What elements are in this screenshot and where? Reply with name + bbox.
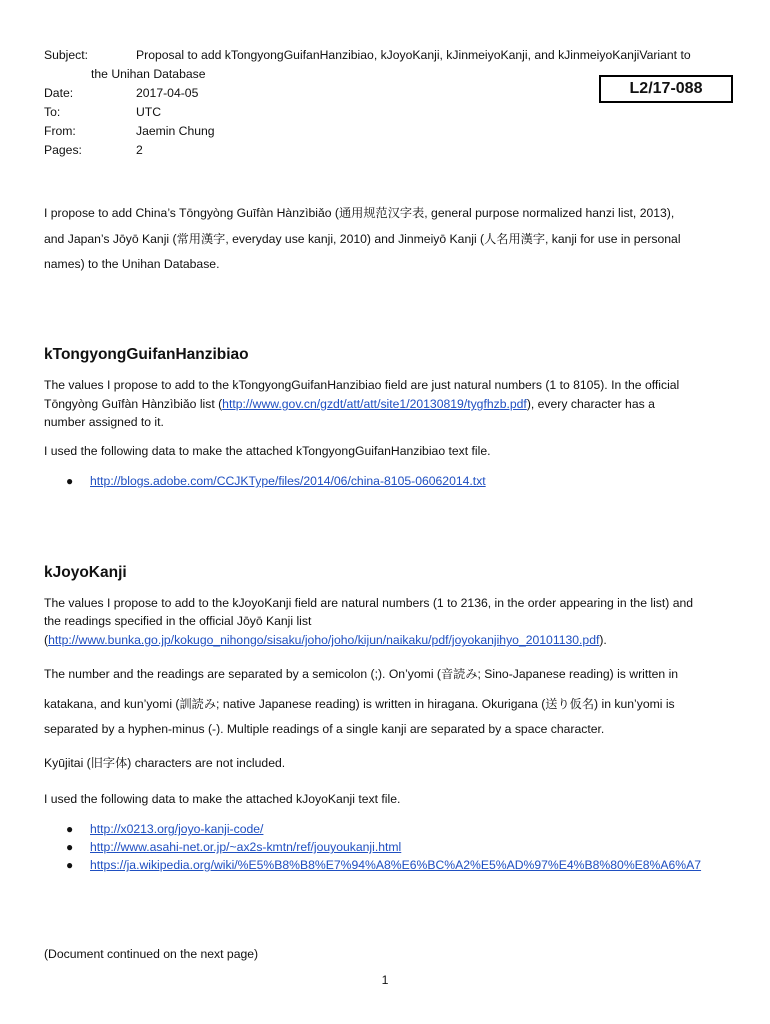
- list-item: [44, 856, 701, 874]
- from-value: Jaemin Chung: [136, 124, 215, 138]
- bullet-icon: ●: [66, 858, 74, 872]
- list-item: [44, 838, 701, 856]
- to-label: To:: [44, 105, 61, 119]
- intro-line-1: I propose to add China’s Tōngyòng Guīfàn Hànzìbiǎo (通用规范汉字表, general purpose normalized hanzi list, 2013),: [44, 206, 675, 220]
- section1-text-pre: Tōngyòng Guīfàn Hànzìbiǎo list (: [44, 397, 223, 411]
- date-label: Date:: [44, 86, 74, 100]
- joyokanjihyo-pdf-link[interactable]: http://www.bunka.go.jp/kokugo_nihongo/sisaku/joho/joho/kijun/naikaku/pdf/joyokanjihyo_20101130.pdf: [48, 633, 600, 647]
- subject-value: Proposal to add kTongyongGuifanHanzibiao, kJoyoKanji, kJinmeiyoKanji, and kJinmeiyoKanjiVariant to: [136, 48, 691, 62]
- section2-paragraph-line-2: the readings specified in the official Jōyō Kanji list: [44, 614, 312, 628]
- date-value: 2017-04-05: [136, 86, 199, 100]
- section2-readings-line-2: katakana, and kun’yomi (訓読み; native Japanese reading) is written in hiragana. Okurigana (送り仮名) in kun’yomi is: [44, 697, 675, 711]
- bullet-icon: ●: [66, 822, 74, 836]
- to-value: UTC: [136, 105, 162, 119]
- list-item: [44, 820, 701, 838]
- section1-data-sources-intro: I used the following data to make the attached kTongyongGuifanHanzibiao text file.: [44, 444, 491, 458]
- section2-readings-line-3: separated by a hyphen-minus (-). Multiple readings of a single kanji are separated by a space character.: [44, 722, 605, 736]
- section2-paragraph-line-3: [44, 633, 607, 648]
- pages-value: 2: [136, 143, 143, 157]
- section2-paragraph-line-1: The values I propose to add to the kJoyoKanji field are natural numbers (1 to 2136, in the order appearing in the list) and: [44, 596, 694, 610]
- section1-paragraph-line-2: [44, 397, 655, 412]
- list-item: [44, 472, 486, 490]
- pages-label: Pages:: [44, 143, 82, 157]
- subject-value-continued: the Unihan Database: [91, 67, 206, 81]
- x0213-joyo-link[interactable]: http://x0213.org/joyo-kanji-code/: [90, 822, 264, 836]
- section-heading-joyo: kJoyoKanji: [44, 564, 127, 581]
- bullet-icon: ●: [66, 840, 74, 854]
- section1-text-post: ), every character has a: [526, 397, 655, 411]
- bullet-icon: ●: [66, 474, 74, 488]
- document-number: L2/17-088: [599, 75, 733, 103]
- section2-kyujitai-note: Kyūjitai (旧字体) characters are not included.: [44, 756, 286, 770]
- from-label: From:: [44, 124, 76, 138]
- section2-text-pre: (: [44, 633, 49, 647]
- tygfhzb-pdf-link[interactable]: http://www.gov.cn/gzdt/att/att/site1/20130819/tygfhzb.pdf: [222, 397, 527, 411]
- section1-paragraph-line-3: number assigned to it.: [44, 415, 164, 429]
- section1-link-list: [44, 472, 486, 490]
- wikipedia-joyo-link[interactable]: https://ja.wikipedia.org/wiki/%E5%B8%B8%E7%94%A8%E6%BC%A2%E5%AD%97%E4%B8%80%E8%A6%A7: [90, 858, 702, 872]
- page-number: 1: [381, 973, 389, 987]
- intro-line-2: and Japan’s Jōyō Kanji (常用漢字, everyday use kanji, 2010) and Jinmeiyō Kanji (人名用漢字, kanji for use in personal: [44, 232, 681, 246]
- section-heading-tongyong: kTongyongGuifanHanzibiao: [44, 346, 249, 363]
- subject-label: Subject:: [44, 48, 89, 62]
- intro-line-3: names) to the Unihan Database.: [44, 257, 220, 271]
- section2-link-list: [44, 820, 701, 874]
- adobe-china-8105-link[interactable]: http://blogs.adobe.com/CCJKType/files/2014/06/china-8105-06062014.txt: [90, 474, 486, 488]
- section2-data-sources-intro: I used the following data to make the attached kJoyoKanji text file.: [44, 792, 401, 806]
- section2-readings-line-1: The number and the readings are separated by a semicolon (;). On’yomi (音読み; Sino-Japanese reading) is written in: [44, 667, 679, 681]
- section1-paragraph-line-1: The values I propose to add to the kTongyongGuifanHanzibiao field are just natural numbers (1 to 8105). In the official: [44, 378, 680, 392]
- continued-note: (Document continued on the next page): [44, 947, 259, 961]
- asahi-net-joyo-link[interactable]: http://www.asahi-net.or.jp/~ax2s-kmtn/ref/jouyoukanji.html: [90, 840, 402, 854]
- section2-text-post: ).: [599, 633, 607, 647]
